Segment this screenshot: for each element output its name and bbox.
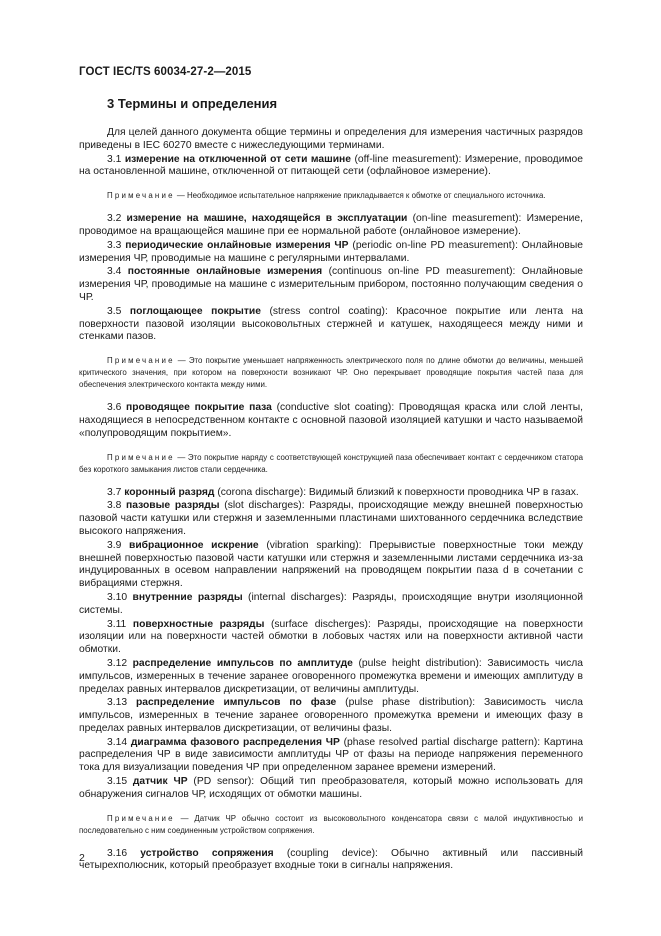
term-3-12: 3.12 распределение импульсов по амплитуде (pulse height distribution): Зависимость числа импульсов, измеренных в течение заранее оговоренного промежутка времени и имеющих амплитуду в пределах равных интервалов дискретизации, от величины амплитуды. [79,657,583,695]
term-3-9: 3.9 вибрационное искрение (vibration sparking): Прерывистые поверхностные токи между внешней поверхностью пазовой части катушки или стержня и заземленными листами сердечника из-за индуцированных в осевом направлении напряжений на проводящем покрытии паза d в сочетании с вибрациями стержня. [79,539,583,590]
term-title: проводящее покрытие паза [126,402,272,414]
term-title: постоянные онлайновые измерения [127,266,323,278]
term-3-2: 3.2 измерение на машине, находящейся в эксплуатации (on-line measurement): Измерение, проводимое на вращающейся машине при ее нормальной работе (онлайновое измерение). [79,213,583,237]
term-title: распределение импульсов по фазе [135,697,337,709]
page-number: 2 [79,852,85,864]
term-title: пазовые разряды [126,500,220,512]
term-title: измерение на отключенной от сети машине [124,153,351,165]
document-body [79,127,583,874]
term-3-6: 3.6 проводящее покрытие паза (conductive slot coating): Проводящая краска или слой ленты, находящиеся в непосредственном контакте с основной пазовой изоляцией катушки и часто называемой «полупроводящим покрытием». [79,402,583,439]
term-title: измерение на машине, находящейся в эксплуатации [126,213,408,225]
note-1: Примечание — Необходимое испытательное напряжение прикладывается к обмотке от специального источника. [107,191,546,201]
term-3-11: 3.11 поверхностные разряды (surface discherges): Разряды, происходящие на поверхности изоляции или на поверхности частей обмотки в лобовых частях или на поверхности активной части обмотки. [79,618,583,656]
document-header: ГОСТ IEC/TS 60034-27-2—2015 [79,66,252,78]
term-3-14: 3.14 диаграмма фазового распределения ЧР (phase resolved partial discharge pattern): Картина распределения ЧР в виде зависимости амплитуды ЧР от фазы на периоде напряжения переменного тока для визуализации поведения ЧР при определенном заранее времени измерений. [79,736,584,774]
term-title: коронный разряд [124,486,215,498]
section-title: 3 Термины и определения [107,96,278,111]
term-title: поверхностные разряды [132,618,265,630]
term-title: датчик ЧР [132,776,188,788]
term-3-8: 3.8 пазовые разряды (slot discharges): Разряды, происходящие между внешней поверхностью пазовой части катушки или стержня и заземленными пластинами шихтованного сердечника вследствие высокого напряжения. [79,500,583,537]
note-2: Примечание — Это покрытие уменьшает напряженность электрического поля по длине обмотки до величины, меньшей критического значения, при котором на поверхности возникают ЧР. Оно перекрывает проводящие покрытия частей паза для обеспечения электрического контакта между ними. [79,356,583,390]
term-title: периодические онлайновые измерения ЧР [125,239,349,251]
term-title: вибрационное искрение [129,539,259,551]
term-title: устройство сопряжения [140,847,274,859]
term-3-15: 3.15 датчик ЧР (PD sensor): Общий тип преобразователя, который можно использовать для обнаружения сигналов ЧР, исходящих от обмотки машины. [79,776,583,800]
term-3-7: 3.7 коронный разряд (corona discharge): Видимый близкий к поверхности проводника ЧР в газах. [107,486,579,498]
term-3-4: 3.4 постоянные онлайновые измерения (continuous on-line PD measurement): Онлайновые измерения ЧР, проводимые на машине с измерительным прибором, постоянно получающим сведения о ЧР. [79,266,583,303]
term-3-16: 3.16 устройство сопряжения (coupling device): Обычно активный или пассивный четырехполюсник, который преобразует входные токи в сигналы напряжения. [79,847,583,872]
term-title: диаграмма фазового распределения ЧР [130,736,340,748]
note-3: Примечание — Это покрытие наряду с соответствующей конструкцией паза обеспечивает контакт с сердечником статора без короткого замыкания листов стали сердечника. [79,452,583,474]
term-title: распределение импульсов по амплитуде [132,657,353,669]
term-title: поглощающее покрытие [129,305,261,317]
intro-paragraph: Для целей данного документа общие термины и определения для измерения частичных разрядов приведены в IEC 60270 вместе с нижеследующими терминами. [79,127,583,151]
term-3-3: 3.3 периодические онлайновые измерения ЧР (periodic on-line PD measurement): Онлайновые измерения ЧР, проводимые на машине с регулярными интервалами. [79,239,583,264]
term-3-13: 3.13 распределение импульсов по фазе (pulse phase distribution): Зависимость числа импульсов, измеренных в течение заранее оговоренного промежутка времени и имеющих фазу в пределах равных интервалов дискретизации, от величины фазы. [79,697,583,734]
term-3-10: 3.10 внутренние разряды (internal discharges): Разряды, происходящие внутри изоляционной системы. [79,591,583,616]
term-3-5: 3.5 поглощающее покрытие (stress control coating): Красочное покрытие или лента на поверхности пазовой изоляции высоковольтных стержней и катушек, находящееся между ними и стенками пазов. [79,305,583,343]
term-3-1: 3.1 измерение на отключенной от сети машине (off-line measurement): Измерение, проводимое на остановленной машине, отключенной от питающей сети (офлайновое измерение). [79,153,583,178]
term-title: внутренние разряды [132,591,243,603]
note-4: Примечание — Датчик ЧР обычно состоит из высоковольтного конденсатора связи с малой индуктивностью и последовательно с ним соединенным устройством сопряжения. [79,813,583,835]
